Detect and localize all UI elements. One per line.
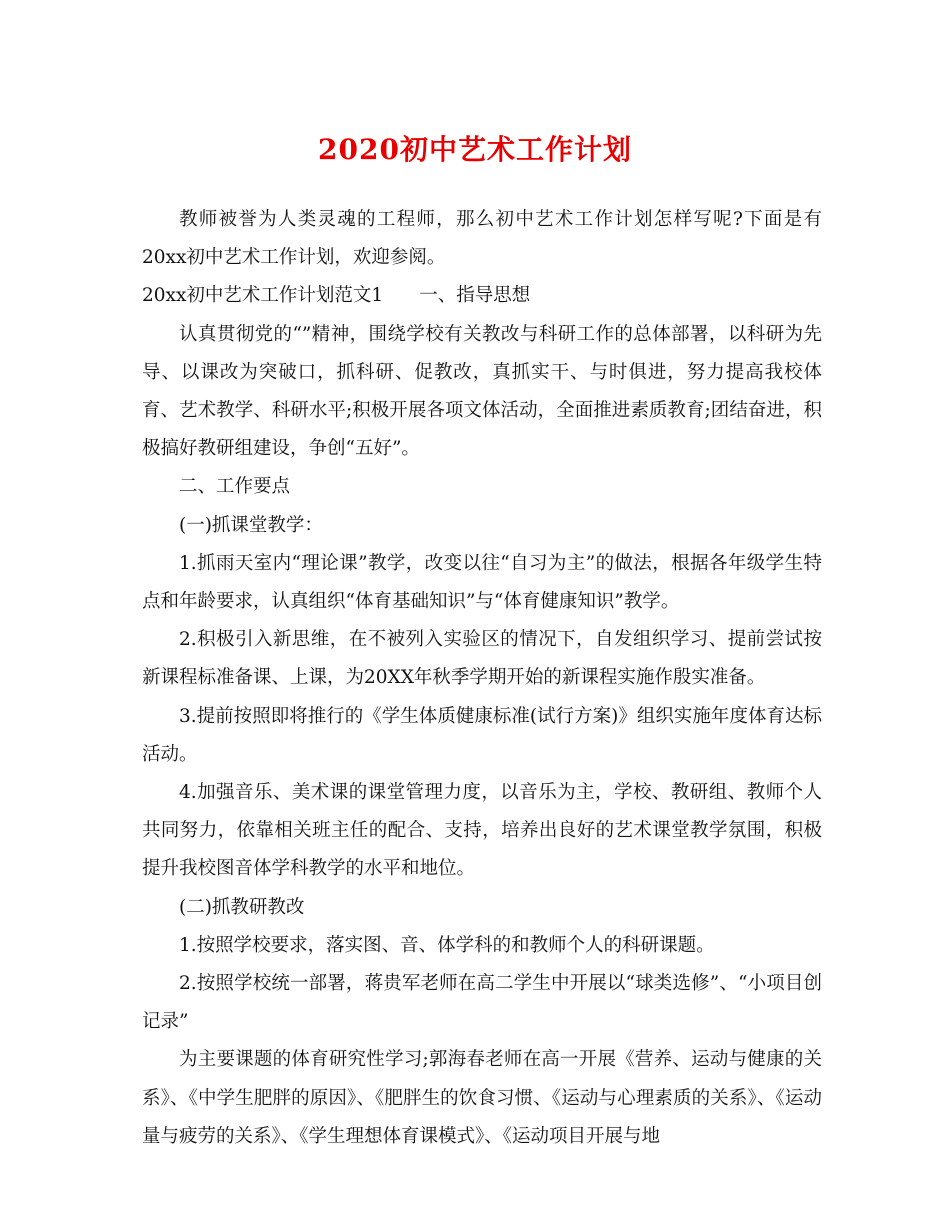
sample-title: 20xx初中艺术工作计划范文1 xyxy=(142,285,384,307)
section-heading-guiding-thought: 一、指导思想 xyxy=(419,285,531,307)
page-title: 2020初中艺术工作计划 xyxy=(318,133,632,166)
list-item-1: 1.抓雨天室内“理论课”教学，改变以往“自习为主”的做法，根据各年级学生特点和年龄要求，认真组织“体育基础知识”与“体育健康知识”教学。 xyxy=(142,552,822,613)
document-body xyxy=(142,201,822,1156)
list-item-3: 3.提前按照即将推行的《学生体质健康标准(试行方案)》组织实施年度体育达标活动。 xyxy=(142,705,822,765)
research-item-1: 1.按照学校要求，落实图、音、体学科的和教师个人的科研课题。 xyxy=(179,934,715,956)
subsection-heading-classroom: (一)抓课堂教学： xyxy=(179,514,323,536)
research-item-2: 2.按照学校统一部署，蒋贵军老师在高二学生中开展以“球类选修”、“小项目创记录” xyxy=(142,973,822,1033)
paragraph-sample-heading xyxy=(142,277,822,315)
section-heading-work-points: 二、工作要点 xyxy=(179,476,291,498)
paragraph-intro: 教师被誉为人类灵魂的工程师，那么初中艺术工作计划怎样写呢?下面是有20xx初中艺术工作计划，欢迎参阅。 xyxy=(142,209,822,269)
subsection-heading-research: (二)抓教研教改 xyxy=(179,896,305,918)
list-item-4: 4.加强音乐、美术课的课堂管理力度，以音乐为主，学校、教研组、教师个人共同努力，依靠相关班主任的配合、支持，培养出良好的艺术课堂教学氛围，积极提升我校图音体学科教学的水平和地位。 xyxy=(142,782,822,880)
list-item-2: 2.积极引入新思维，在不被列入实验区的情况下，自发组织学习、提前尝试按新课程标准备课、上课，为20XX年秋季学期开始的新课程实施作殷实准备。 xyxy=(142,629,822,689)
paragraph-guiding-thought: 认真贯彻党的“”精神，围绕学校有关教改与科研工作的总体部署，以科研为先导、以课改为突破口，抓科研、促教改，真抓实干、与时俱进，努力提高我校体育、艺术教学、科研水平;积极开展各项文体活动，全面推进素质教育;团结奋进，积极搞好教研组建设，争创“五好”。 xyxy=(142,323,822,460)
paragraph-research-topics: 为主要课题的体育研究性学习;郭海春老师在高一开展《营养、运动与健康的关系》、《中学生肥胖的原因》、《肥胖生的饮食习惯、《运动与心理素质的关系》、《运动量与疲劳的关系》、《学生理想体育课模式》、《运动项目开展与地 xyxy=(142,1049,822,1147)
